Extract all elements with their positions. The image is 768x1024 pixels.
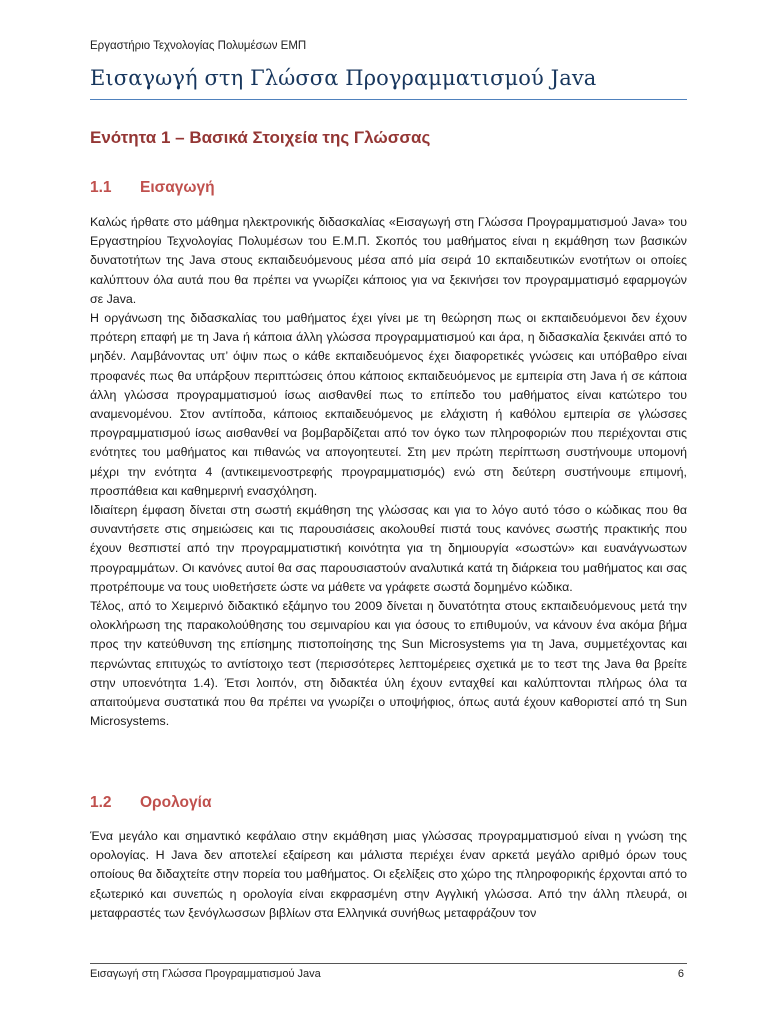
page-number: 6 — [677, 968, 684, 980]
paragraph: Καλώς ήρθατε στο μάθημα ηλεκτρονικής διδασκαλίας «Εισαγωγή στη Γλώσσα Προγραμματισμού Java» του Εργαστηρίου Τεχνολογίας Πολυμέσων του Ε.Μ.Π. Σκοπός του μαθήματος είναι η εκμάθηση των βασικών δυνατοτήτων της Java στους εκπαιδευόμενους μέσα από μία σειρά 10 εκπαιδευτικών ενοτήτων οι οποίες καλύπτουν όλα αυτά που θα πρέπει να γνωρίζει κάποιος για να ξεκινήσει τον προγραμματισμό εφαρμογών σε Java. — [90, 215, 687, 306]
section-number: 1.1 — [90, 179, 112, 196]
section-title: Ορολογία — [140, 794, 212, 811]
chapter-heading: Ενότητα 1 – Βασικά Στοιχεία της Γλώσσας — [90, 128, 431, 147]
paragraph: Ένα μεγάλο και σημαντικό κεφάλαιο στην εκμάθηση μιας γλώσσας προγραμματισμού είναι η γνώση της ορολογίας. Η Java δεν αποτελεί εξαίρεση και μάλιστα περιέχει έναν αρκετά μεγάλο αριθμό όρων τους οποίους θα διδαχτείτε στην πορεία του μαθήματος. Οι εξελίξεις στο χώρο της πληροφορικής έρχονται από το εξωτερικό και συνεπώς η ορολογία είναι εκφρασμένη στην Αγγλική γλώσσα. Από την άλλη πλευρά, οι μεταφραστές των ξενόγλωσσων βιβλίων στα Ελληνικά συνήθως μεταφράζουν τον — [90, 829, 687, 920]
footer-divider — [90, 963, 687, 964]
running-header: Εργαστήριο Τεχνολογίας Πολυμέσων ΕΜΠ — [90, 40, 307, 52]
paragraph: Ιδιαίτερη έμφαση δίνεται στη σωστή εκμάθηση της γλώσσας και για το λόγο αυτό τόσο ο κώδικας που θα συναντήσετε στις σημειώσεις και τις παρουσιάσεις ακολουθεί πιστά τους κανόνες σωστής πρακτικής που έχουν θεσπιστεί από την προγραμματιστική κοινότητα για τη δημιουργία «σωστών» και ευανάγνωστων προγραμμάτων. Οι κανόνες αυτοί θα σας παρουσιαστούν αναλυτικά κατά τη διάρκεια του μαθήματος και σας προτρέπουμε να τους υιοθετήσετε ώστε να μάθετε να γράφετε σωστά δομημένο κώδικα. — [90, 503, 687, 594]
paragraph: Η οργάνωση της διδασκαλίας του μαθήματος έχει γίνει με τη θεώρηση πως οι εκπαιδευόμενοι δεν έχουν πρότερη επαφή με τη Java ή κάποια άλλη γλώσσα προγραμματισμού και άρα, η διδασκαλία ξεκινάει από το μηδέν. Λαμβάνοντας υπ’ όψιν πως ο κάθε εκπαιδευόμενος έχει διαφορετικές γνώσεις και υπόβαθρο είναι προφανές πως θα υπάρξουν περιπτώσεις όπου κάποιος εκπαιδευόμενος με εμπειρία στη Java ή σε κάποια άλλη γλώσσα προγραμματισμού ίσως αισθανθεί πως το επίπεδο του μαθήματος είναι κατώτερο του αναμενομένου. Στον αντίποδα, κάποιος εκπαιδευόμενος με ελάχιστη ή καθόλου εμπειρία σε γλώσσες προγραμματισμού ίσως αισθανθεί να βομβαρδίζεται από τον όγκο των πληροφοριών που περιέχονται στις ενότητες του μαθήματος και πιθανώς να απογοητευτεί. Στη μεν πρώτη περίπτωση συστήνουμε υπομονή μέχρι την ενότητα 4 (αντικειμενοστρεφής προγραμματισμός) ενώ στη δεύτερη συστήνουμε επιμονή, προσπάθεια και καθημερινή ενασχόληση. — [90, 311, 687, 498]
section-heading-introduction — [90, 179, 215, 197]
paragraph: Τέλος, από το Χειμερινό διδακτικό εξάμηνο του 2009 δίνεται η δυνατότητα στους εκπαιδευόμενους μετά την ολοκλήρωση της παρακολούθησης του σεμιναρίου και για όσους το επιθυμούν, να κάνουν ένα ακόμα βήμα προς την κατεύθυνση της επίσημης πιστοποίησης της Sun Microsystems για τη Java, συμμετέχοντας και περνώντας επιτυχώς το αντίστοιχο τεστ (περισσότερες λεπτομέρειες σχετικά με το τεστ της Java θα βρείτε στην υποενότητα 1.4). Έτσι λοιπόν, στη διδακτέα ύλη έχουν ενταχθεί και καλύπτονται πλήρως όλα τα απαιτούμενα συστατικά που θα πρέπει να γνωρίζει ο υποψήφιος, όπως αυτά έχουν καθοριστεί από τη Sun Microsystems. — [90, 599, 687, 729]
section-body-terminology — [90, 827, 687, 923]
section-number: 1.2 — [90, 794, 112, 811]
section-body-introduction — [90, 213, 687, 731]
section-title: Εισαγωγή — [140, 179, 215, 196]
document-title: Εισαγωγή στη Γλώσσα Προγραμματισμού Java — [90, 66, 687, 100]
footer-title: Εισαγωγή στη Γλώσσα Προγραμματισμού Java — [90, 968, 321, 980]
section-heading-terminology — [90, 794, 211, 812]
